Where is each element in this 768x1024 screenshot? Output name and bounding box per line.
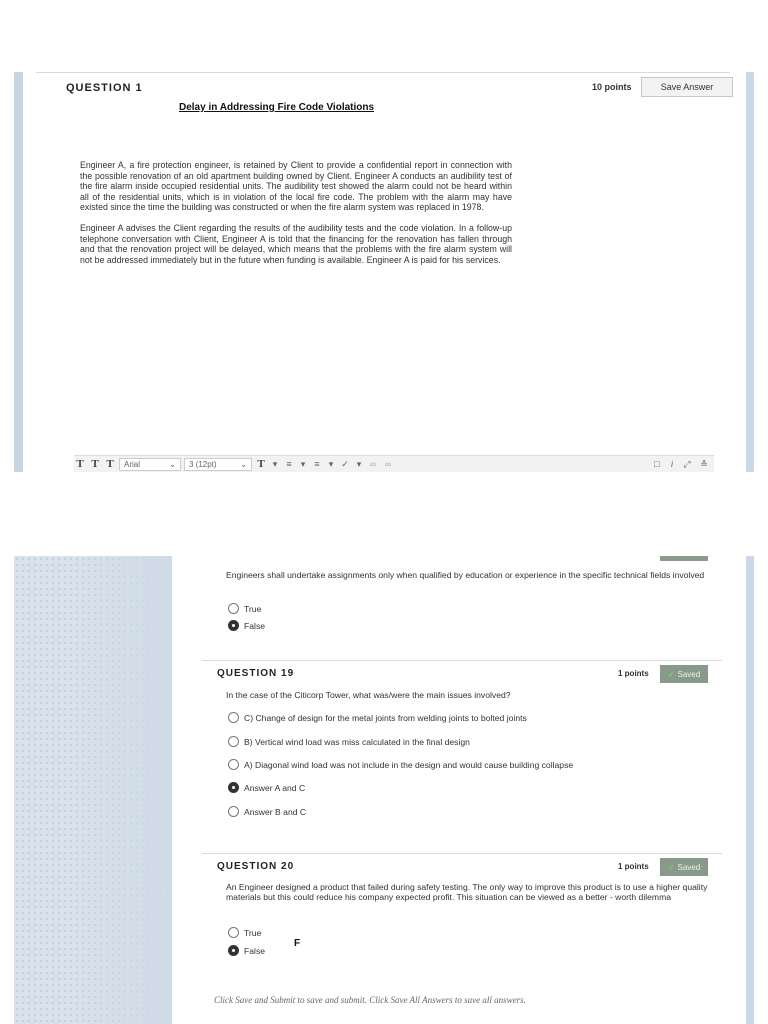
- saved-badge-partial: [660, 556, 708, 561]
- numbered-list-icon[interactable]: ≡: [314, 459, 320, 469]
- question-points: 10 points: [592, 82, 632, 92]
- question-title: QUESTION 20: [217, 861, 295, 872]
- option-label: C) Change of design for the metal joints from welding joints to bolted joints: [244, 712, 527, 723]
- option-true[interactable]: [228, 927, 261, 938]
- essay-heading[interactable]: Delay in Addressing Fire Code Violations: [179, 102, 375, 113]
- saved-label: Saved: [677, 862, 701, 872]
- radio-button[interactable]: [228, 603, 239, 614]
- dropdown-arrow-icon[interactable]: ▾: [300, 458, 306, 469]
- question-title: QUESTION 19: [217, 668, 295, 679]
- option-label: Answer A and C: [244, 782, 306, 793]
- saved-badge: [660, 665, 708, 683]
- essay-paragraph: Engineer A advises the Client regarding the results of the audibility tests and the code violation. In a follow-up telephone conversation with Client, Engineer A is told that the financing for the renovation has fallen through and that the renovation project will be delayed, which means that the problems with the fire alarm system will not be addressed immediately but in the future when funding is available. Engineer A is paid for his services.: [80, 222, 512, 265]
- text-style-icon[interactable]: T: [257, 458, 265, 470]
- radio-button-selected[interactable]: [228, 945, 239, 956]
- option-false[interactable]: [228, 945, 265, 956]
- font-family-select[interactable]: [119, 458, 181, 471]
- radio-button-selected[interactable]: [228, 782, 239, 793]
- essay-editor-body[interactable]: [80, 160, 512, 275]
- font-size-select[interactable]: [184, 458, 252, 471]
- option-a[interactable]: [228, 759, 573, 770]
- option-label: False: [244, 945, 266, 956]
- unlink-icon[interactable]: ∞: [384, 459, 392, 469]
- saved-label: Saved: [677, 669, 701, 679]
- right-scrollbar-rail[interactable]: [746, 72, 754, 472]
- radio-button[interactable]: [228, 927, 239, 938]
- font-family-value: Arial: [124, 459, 141, 469]
- radio-button[interactable]: [228, 759, 239, 770]
- handwritten-answer-mark: F: [294, 938, 301, 949]
- radio-button[interactable]: [228, 806, 239, 817]
- question-1-panel: [14, 72, 754, 472]
- dropdown-arrow-icon[interactable]: ▾: [356, 458, 362, 469]
- link-icon[interactable]: ∞: [369, 459, 377, 469]
- option-b-and-c[interactable]: [228, 806, 306, 817]
- fullscreen-icon[interactable]: ⤢: [683, 458, 691, 469]
- divider: [36, 72, 730, 73]
- text-format-icon[interactable]: T: [91, 458, 99, 470]
- question-20-text: An Engineer designed a product that failed during safety testing. The only way to improve this product is to use a higher quality materials but this could reduce his company expected profit. This situation can be viewed as a better - worth dilemma: [226, 882, 708, 902]
- option-a-and-c[interactable]: [228, 782, 305, 793]
- option-label: A) Diagonal wind load was not include in the design and would cause building collapse: [244, 759, 574, 770]
- option-b[interactable]: [228, 736, 470, 747]
- option-label: B) Vertical wind load was miss calculated in the final design: [244, 736, 470, 747]
- right-scrollbar-rail[interactable]: [746, 556, 754, 1024]
- dropdown-arrow-icon[interactable]: ▾: [328, 458, 334, 469]
- saved-badge: [660, 858, 708, 876]
- questions-content: [172, 556, 746, 1024]
- option-label: True: [244, 603, 262, 614]
- option-label: False: [244, 620, 266, 631]
- preview-icon[interactable]: □: [654, 459, 660, 469]
- radio-button[interactable]: [228, 736, 239, 747]
- divider: [202, 660, 722, 661]
- question-19-text: In the case of the Citicorp Tower, what was/were the main issues involved?: [226, 690, 511, 700]
- option-c[interactable]: [228, 712, 527, 723]
- dropdown-arrow-icon[interactable]: ▾: [272, 458, 278, 469]
- chevron-down-icon: ⌄: [169, 459, 176, 469]
- checkmark-icon: ✓: [667, 862, 675, 872]
- option-false[interactable]: [228, 620, 265, 631]
- left-rail: [14, 72, 23, 472]
- spellcheck-icon[interactable]: ✓: [341, 458, 349, 469]
- checkmark-icon: ✓: [667, 669, 675, 679]
- chevron-down-icon: ⌄: [240, 459, 247, 469]
- font-size-value: 3 (12pt): [189, 459, 217, 469]
- question-18-header-cut: [172, 556, 746, 562]
- bullet-list-icon[interactable]: ≡: [286, 459, 292, 469]
- text-format-icon[interactable]: T: [106, 458, 114, 470]
- option-label: True: [244, 927, 262, 938]
- info-icon[interactable]: i: [671, 459, 673, 469]
- option-true[interactable]: [228, 603, 261, 614]
- editor-toolbar: [74, 455, 714, 472]
- question-points: 1 points: [618, 669, 649, 678]
- radio-button-selected[interactable]: [228, 620, 239, 631]
- expand-toolbar-icon[interactable]: ≛: [700, 458, 708, 469]
- save-answer-button[interactable]: Save Answer: [641, 77, 733, 97]
- text-format-icon[interactable]: T: [76, 458, 84, 470]
- option-label: Answer B and C: [244, 806, 307, 817]
- questions-18-20-panel: [14, 556, 754, 1024]
- question-18-text: Engineers shall undertake assignments only when qualified by education or experience in the specific technical fields involved: [226, 570, 705, 580]
- question-points: 1 points: [618, 862, 649, 871]
- divider: [202, 853, 722, 854]
- question-title: QUESTION 1: [66, 82, 143, 94]
- footer-instructions: Click Save and Submit to save and submit. Click Save All Answers to save all answers.: [214, 995, 526, 1005]
- essay-paragraph: Engineer A, a fire protection engineer, is retained by Client to provide a confidential report in connection with the possible renovation of an old apartment building owned by Client. Engineer A conducts an audibility test of the fire alarm inside occupied residential units. The audibility test showed the alarm could not be heard within all of the residential units, which is in violation of the local fire code. The problem with the alarm may have existed since the time the building was constructed or when the fire alarm system was replaced in 1978.: [80, 160, 512, 213]
- radio-button[interactable]: [228, 712, 239, 723]
